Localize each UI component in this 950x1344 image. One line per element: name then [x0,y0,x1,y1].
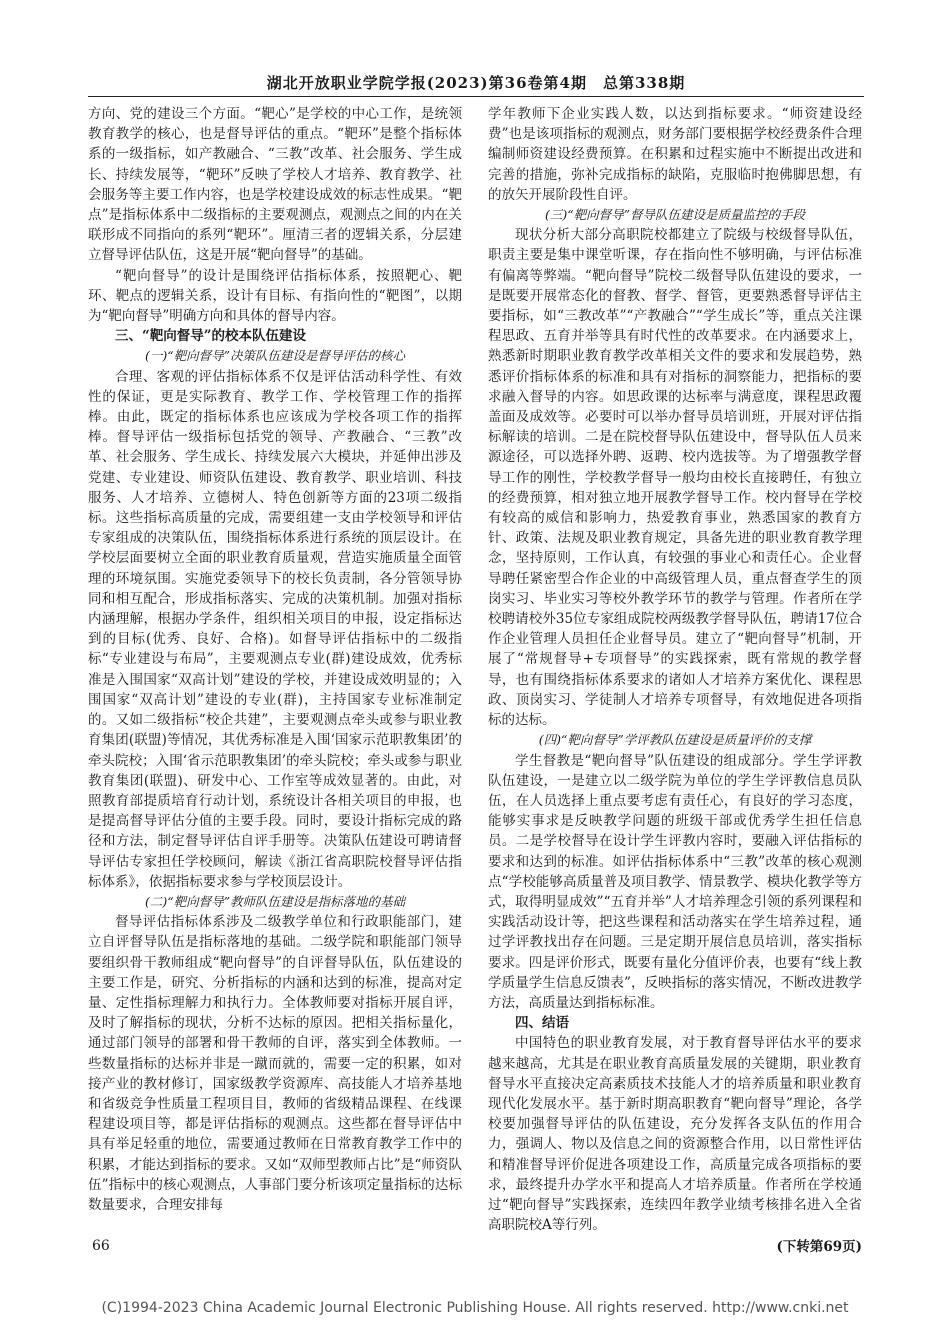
subsection-heading: (二)“靶向督导”教师队伍建设是指标落地的基础 [144,893,406,909]
subsection-heading: (四)“靶向督导”学评教队伍建设是质量评价的支撑 [538,732,812,748]
page-number: 66 [92,1238,110,1254]
section-heading: 三、“靶向督导”的校本队伍建设 [115,328,307,345]
left-column [88,104,462,1215]
paragraph: 合理、客观的评估指标体系不仅是评估活动科学性、有效性的保证，更是实际教育、教学工作、学校管理工作的指挥棒。由此，既定的指标体系也应该成为学校各项工作的指挥棒。督导评估一级指标包括党的领导、产教融合、“三教”改革、社会服务、学生成长、持续发展六大模块，并延伸出涉及党建、专业建设、师资队伍建设、教育教学、职业培训、科技服务、人才培养、立德树人、特色创新等方面的23项二级指标。这些指标高质量的完成，需要组建一支由学校领导和评估专家组成的决策队伍，围绕指标体系进行系统的顶层设计。在学校层面要树立全面的职业教育质量观，营造实施质量全面管理的环境氛围。实施党委领导下的校长负责制，各分管领导协同和相互配合，形成指标落实、完成的决策机制。加强对指标内涵理解，根据办学条件，组织相关项目的申报，设定指标达到的目标(优秀、良好、合格)。如督导评估指标中的二级指标“专业建设与布局”，主要观测点专业(群)建设成效，优秀标准是入围国家“双高计划”建设的学校，并建设成效明显的；入围国家“双高计划”建设的专业(群)，主持国家专业标准制定的。又如二级指标“校企共建”，主要观测点牵头或参与职业教育集团(联盟)等情况，其优秀标准是入围‘国家示范职教集团’的牵头院校；入围‘省示范职教集团’的牵头院校；牵头或参与职业教育集团(联盟)、研发中心、工作室等成效显著的。由此，对照教育部提质培育行动计划，系统设计各相关项目的申报，也是提高督导评估分值的主要手段。同时，要设计指标完成的路径和方法，制定督导评估自评手册等。决策队伍建设可聘请督导评估专家担任学校顾问，解读《浙江省高职院校督导评估指标体系》，依据指标要求参与学校顶层设计。 [88,368,462,890]
right-column [488,104,862,1258]
journal-header: 湖北开放职业学院学报(2023)第36卷第4期 总第338期 [266,74,686,92]
paragraph: 督导评估指标体系涉及二级教学单位和行政职能部门，建立自评督导队伍是指标落地的基础。二级学院和职能部门领导要组织骨干教师组成“靶向督导”的自评督导队伍，队伍建设的主要工作是，研究、分析指标的内涵和达到的标准，提高对定量、定性指标理解力和执行力。全体教师要对指标开展自评，及时了解指标的现状，分析不达标的原因。把相关指标量化，通过部门领导的部署和骨干教师的自评，落实到全体教师。一些数量指标的达标并非是一蹴而就的，需要一定的积累，如对接产业的教材修订，国家级教学资源库、高技能人才培养基地和省级竞争性质量工程项目目，教师的省级精品课程、在线课程建设项目等，都是评估指标的观测点。这些都在督导评估中具有举足轻重的地位，需要通过教师在日常教育教学工作中的积累，才能达到指标的要求。又如“双师型教师占比”是“师资队伍”指标中的核心观测点，人事部门要分析该项定量指标的达标数量要求，合理安排每 [88,914,462,1213]
section-heading: 四、结语 [515,1015,569,1032]
copyright-notice: (C)1994-2023 China Academic Journal Electronic Publishing House. All rights reserved. http://www.cnki.net [101,1300,849,1316]
header-rule [88,96,864,97]
subsection-heading: (三)“靶向督导”督导队伍建设是质量监控的手段 [544,207,806,223]
paragraph: “靶向督导”的设计是围绕评估指标体系，按照靶心、靶环、靶点的逻辑关系，设计有目标、有指向性的“靶图”，以期为“靶向督导”明确方向和具体的督导内容。 [88,267,462,325]
paragraph: 学生督教是“靶向督导”队伍建设的组成部分。学生学评教队伍建设，一是建立以二级学院为单位的学生学评教信息员队伍，在人员选择上重点要考虑有责任心，有良好的学习态度，能够实事求是反映教学问题的班级干部或优秀学生担任信息员。二是学校督导在设计学生评教内容时，要融入评估指标的要求和达到的标准。如评估指标体系中“三教”改革的核心观测点“学校能够高质量普及项目教学、情景教学、模块化教学等方式，取得明显成效”“五育并举”人才培养理念引领的系列课程和实践活动设计等，把这些课程和活动落实在学生培养过程，通过学评教找出存在问题。三是定期开展信息员培训，落实指标要求。四是评价形式，既要有量化分值评价表，也要有“线上教学质量学生信息反馈表”，反映指标的落实情况，不断改进教学方法，高质量达到指标标准。 [488,752,862,1011]
paragraph: 现状分析大部分高职院校都建立了院级与校级督导队伍，职责主要是集中课堂听课，存在指向性不够明确，与评估标准有偏离等弊端。“靶向督导”院校二级督导队伍建设的要求，一是既要开展常态化的督教、督学、督管，更要熟悉督导评估主要指标，如“三教改革”“产教融合”“学生成长”等，重点关注课程思政、五育并举等具有时代性的改革要求。在内涵要求上，熟悉新时期职业教育教学改革相关文件的要求和发展趋势，熟悉评价指标体系的标准和具有对指标的洞察能力，把指标的要求融入督导的内容。如思政课的达标率与满意度，课程思政覆盖面及成效等。必要时可以举办督导员培训班，开展对评估指标解读的培训。二是在院校督导队伍建设中，督导队伍人员来源途径，可以选择外聘、返聘、校内选拔等。为了增强教学督导工作的刚性，学校教学督导一般均由校长直接聘任，有独立的经费预算，相对独立地开展教学督导工作。校内督导在学校有较高的威信和影响力，热爱教育事业，熟悉国家的教育方针、政策、法规及职业教育规定，具备先进的职业教育教学理念，坚持原则，工作认真，有较强的事业心和责任心。企业督导聘任紧密型合作企业的中高级管理人员，重点督查学生的顶岗实习、毕业实习等校外教学环节的教学与管理。作者所在学校聘请校外35位专家组成院校两级教学督导队伍，聘请17位合作企业管理人员担任企业督导员。建立了“靶向督导”机制，开展了“常规督导+专项督导”的实践探索，既有常规的教学督导，也有围绕指标体系要求的诸如人才培养方案优化、课程思政、顶岗实习、学徒制人才培养专项督导，有效地促进各项指标的达标。 [488,227,862,729]
continued-note: (下转第69页) [776,1239,862,1256]
paragraph: 中国特色的职业教育发展，对于教育督导评估水平的要求越来越高，尤其是在职业教育高质量发展的关键期，职业教育督导水平直接决定高素质技术技能人才的培养质量和职业教育现代化发展水平。基于新时期高职教育“靶向督导”理论，各学校要加强督导评估的队伍建设，充分发挥各支队伍的作用合力，强调人、物以及信息之间的资源整合作用，以日常性评估和精准督导评价促进各项建设工作，高质量完成各项指标的要求，最终提升办学水平和提高人才培养质量。作者所在学校通过“靶向督导”实践探索，连续四年教学业绩考核排名进入全省高职院校A等行列。 [488,1035,862,1234]
paragraph: 方向、党的建设三个方面。“靶心”是学校的中心工作，是统领教育教学的核心，也是督导评估的重点。“靶环”是整个指标体系的一级指标，如产教融合、“三教”改革、社会服务、学生成长、持续发展等，“靶环”反映了学校人才培养、教育教学、社会服务等主要工作内容，也是学校建设成效的标志性成果。“靶点”是指标体系中二级指标的主要观测点，观测点之间的内在关联形成不同指向的系列“靶环”。厘清三者的逻辑关系，分层建立督导评估队伍，这是开展“靶向督导”的基础。 [88,106,462,264]
paragraph: 学年教师下企业实践人数，以达到指标要求。“师资建设经费”也是该项指标的观测点，财务部门要根据学校经费条件合理编制师资建设经费预算。在积累和过程实施中不断提出改进和完善的措施，弥补完成指标的缺陷，克服临时抱佛脚思想，有的放矢开展阶段性自评。 [488,106,862,203]
subsection-heading: (一)“靶向督导”决策队伍建设是督导评估的核心 [144,348,406,364]
